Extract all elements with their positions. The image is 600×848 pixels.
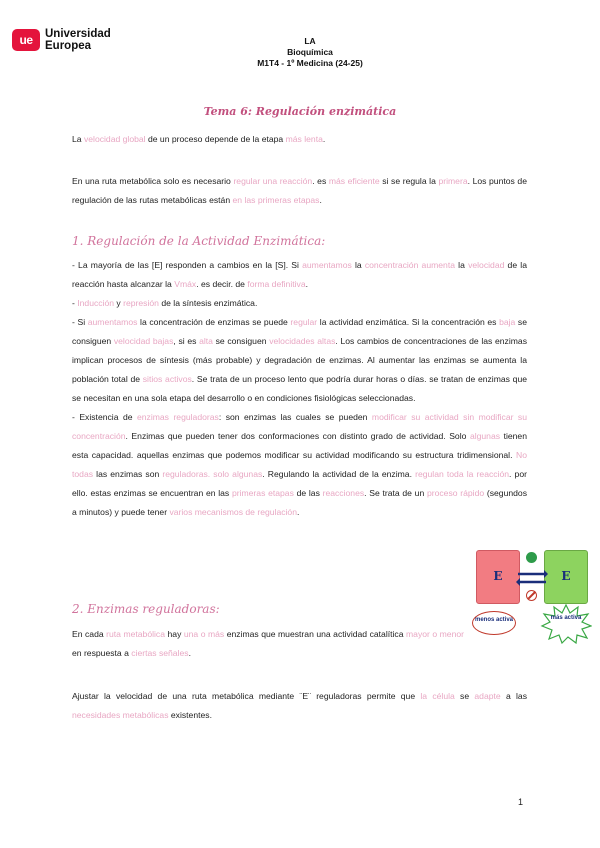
text: enzimas que muestran una actividad catalítica: [224, 629, 406, 639]
text: : son enzimas las cuales se pueden: [218, 412, 372, 422]
text: . Los puntos de regulación de las rutas metabólicas están: [72, 176, 527, 205]
equilibrium-arrows-icon: [516, 568, 548, 588]
highlight: ruta metabólica: [106, 629, 166, 639]
highlight: reacciones: [322, 488, 365, 498]
highlight: algunas: [469, 431, 501, 441]
activator-icon: [526, 552, 537, 563]
text: . Los cambios de concentraciones de las enzimas implican procesos de síntesis (más probable) y degradación de enzimas. Al aumentar las enzimas se aumenta la población total de: [72, 336, 527, 384]
text: .: [319, 195, 322, 205]
highlight: velocidad: [468, 260, 505, 270]
bullet-item: [72, 408, 527, 522]
header-course: M1T4 - 1º Medicina (24-25): [257, 58, 363, 68]
text: . Se trata de un proceso lento que podría durar horas o días. se tratan de enzimas que se necesitan en una sola etapa del desarrollo o en condiciones fisiológicas seleccionadas.: [72, 374, 527, 403]
logo-text: [45, 28, 111, 52]
text: en respuesta a: [72, 648, 132, 658]
logo-line-2: Europea: [45, 40, 92, 52]
highlight: primeras etapas: [231, 488, 294, 498]
highlight: mayor o menor: [406, 629, 465, 639]
text: Ajustar la velocidad de una ruta metabólica mediante ¨E¨ reguladoras permite que: [72, 691, 421, 701]
highlight: la célula: [420, 691, 455, 701]
less-active-enzyme: [476, 550, 520, 604]
text: -: [72, 298, 78, 308]
highlight: baja: [499, 317, 516, 327]
text: de un proceso depende de la etapa: [145, 134, 286, 144]
text: . Regulando la actividad de la enzima.: [262, 469, 416, 479]
section-1-body: [72, 256, 527, 522]
paragraph-intro: [72, 130, 527, 149]
highlight: No todas: [72, 450, 527, 479]
text: existentes.: [168, 710, 212, 720]
text: .: [188, 648, 191, 658]
text: . Se trata de un: [364, 488, 427, 498]
section-heading-1: 1. Regulación de la Actividad Enzimática:: [72, 234, 326, 248]
highlight: velocidad bajas: [113, 336, 174, 346]
text: - Si: [72, 317, 88, 327]
inhibitor-icon: [526, 590, 537, 601]
text: - La mayoría de las [E] responden a cambios en la [S]. Si: [72, 260, 303, 270]
text: a las: [500, 691, 527, 701]
bullet-item: [72, 294, 527, 313]
highlight: varios mecanismos de regulación: [169, 507, 297, 517]
university-logo: [12, 28, 111, 52]
text: se consiguen: [212, 336, 270, 346]
highlight: necesidades metabólicas: [72, 710, 169, 720]
text: (segundos a minutos) y puede tener: [72, 488, 527, 517]
text: las enzimas son: [93, 469, 163, 479]
logo-line-1: Universidad: [45, 28, 111, 40]
section-2-body: [72, 625, 464, 663]
highlight: una o más: [183, 629, 225, 639]
document-header: [220, 36, 400, 69]
text: la concentración de enzimas se puede: [137, 317, 291, 327]
bullet-item: [72, 313, 527, 408]
highlight: represión: [123, 298, 159, 308]
text: y: [114, 298, 124, 308]
highlight: sitios activos: [142, 374, 192, 384]
page-number: 1: [518, 797, 524, 807]
page-title: Tema 6: Regulación enzimática: [203, 105, 397, 118]
text: En una ruta metabólica solo es necesario: [72, 176, 234, 186]
text: En cada: [72, 629, 107, 639]
enzyme-label: E: [561, 569, 571, 583]
text: - Existencia de: [72, 412, 137, 422]
highlight: velocidades altas: [269, 336, 336, 346]
highlight: aumentamos: [87, 317, 138, 327]
text: tienen esta capacidad. aquellas enzimas que podemos modificar su actividad modificando su estructura tridimensional.: [72, 431, 527, 460]
highlight: forma definitiva: [247, 279, 306, 289]
highlight: regular: [290, 317, 318, 327]
bullet-item: [72, 256, 527, 294]
highlight: ciertas señales: [131, 648, 189, 658]
highlight: primera: [438, 176, 468, 186]
highlight: enzimas reguladoras: [136, 412, 219, 422]
enzyme-label: E: [493, 569, 503, 583]
text: la actividad enzimática. Si la concentración es: [317, 317, 500, 327]
header-subject: Bioquímica: [287, 47, 333, 57]
ue-logo-icon: ue: [12, 29, 40, 51]
text: de la síntesis enzimática.: [158, 298, 258, 308]
highlight: en las primeras etapas: [232, 195, 320, 205]
highlight: velocidad global: [83, 134, 146, 144]
less-active-label: menos activa: [472, 611, 516, 635]
highlight: concentración aumenta: [364, 260, 455, 270]
text: hay: [165, 629, 184, 639]
paragraph-adjust: [72, 687, 527, 725]
text: la: [351, 260, 365, 270]
text: la: [455, 260, 469, 270]
text: se: [454, 691, 475, 701]
highlight: adapte: [474, 691, 501, 701]
burst-icon: [540, 604, 592, 644]
highlight: regular una reacción: [233, 176, 313, 186]
highlight: modificar su actividad sin modificar su concentración: [72, 412, 527, 441]
text: .: [297, 507, 300, 517]
enzyme-conformation-figure: [468, 548, 596, 644]
highlight: más lenta: [285, 134, 323, 144]
text: . es decir. de: [196, 279, 248, 289]
highlight: proceso rápido: [426, 488, 485, 498]
text: .: [322, 134, 326, 144]
text: de las: [293, 488, 323, 498]
text: de la reacción hasta alcanzar la: [72, 260, 527, 289]
highlight: regulan toda la reacción: [415, 469, 510, 479]
more-active-label: más activa: [550, 615, 582, 621]
header-author: LA: [304, 36, 316, 46]
paragraph-regulation: [72, 172, 527, 210]
highlight: alta: [199, 336, 213, 346]
text: . por ello. estas enzimas se encuentran en las: [72, 469, 527, 498]
highlight: Vmáx: [174, 279, 197, 289]
highlight: aumentamos: [302, 260, 352, 270]
highlight: más eficiente: [328, 176, 380, 186]
more-active-enzyme: [544, 550, 588, 604]
text: si se regula la: [379, 176, 439, 186]
highlight: Inducción: [77, 298, 115, 308]
text: se consiguen: [72, 317, 527, 346]
text: La: [72, 134, 84, 144]
section-heading-2: 2. Enzimas reguladoras:: [72, 602, 220, 616]
text: , si es: [173, 336, 200, 346]
text: .: [305, 279, 308, 289]
highlight: reguladoras. solo algunas: [162, 469, 263, 479]
text: . es: [312, 176, 329, 186]
text: . Enzimas que pueden tener dos conformaciones con distinto grado de actividad. Solo: [125, 431, 470, 441]
